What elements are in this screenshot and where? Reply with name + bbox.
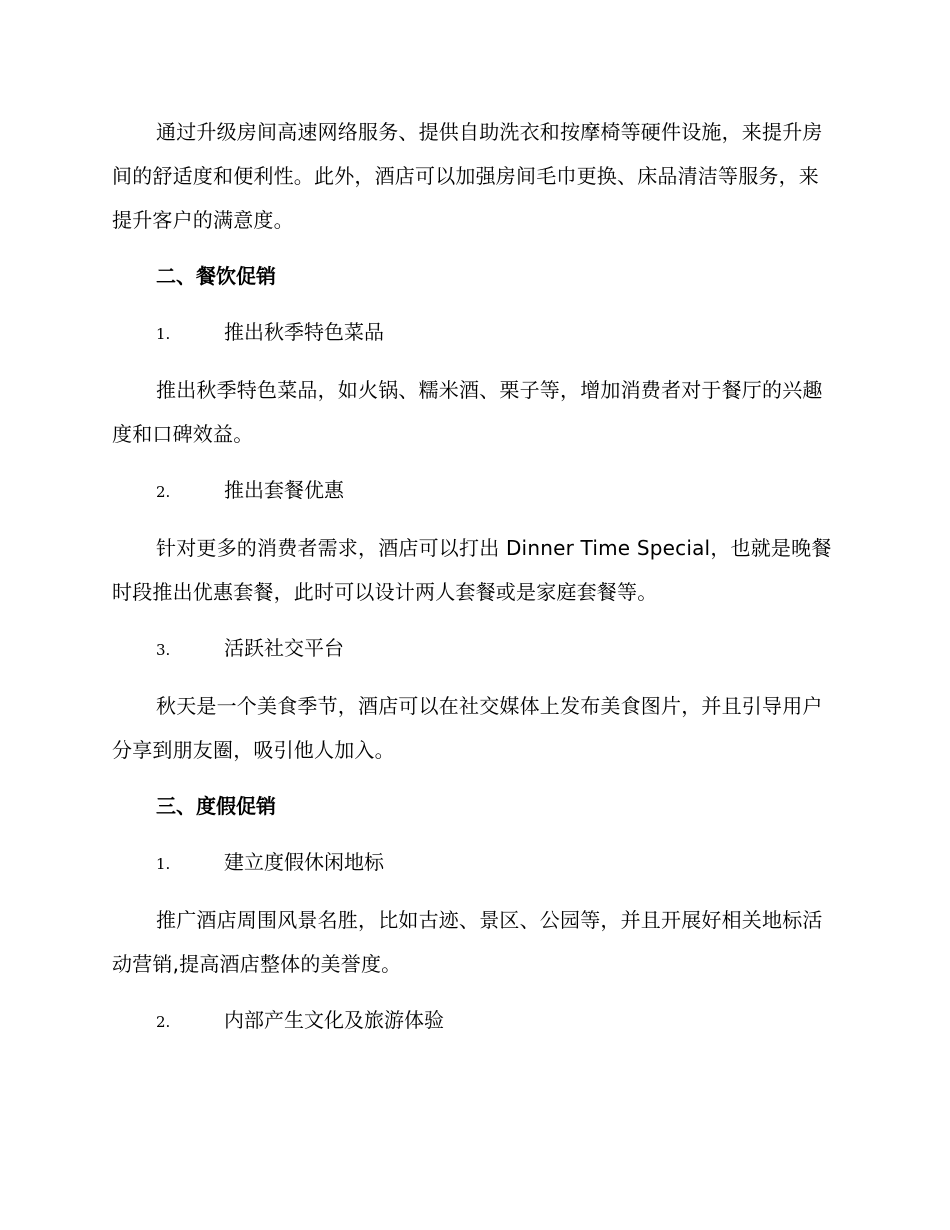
- list-item-label: 建立度假休闲地标: [224, 850, 384, 874]
- list-item-autumn-dishes: [112, 310, 832, 356]
- list-item-label: 内部产生文化及旅游体验: [224, 1008, 444, 1032]
- list-item-social-platform: [112, 626, 832, 672]
- list-item-number: 2.: [156, 483, 171, 501]
- paragraph-autumn-dishes: 推出秋季特色菜品，如火锅、糯米酒、栗子等，增加消费者对于餐厅的兴趣度和口碑效益。: [112, 378, 823, 446]
- list-item-landmark: [112, 840, 832, 886]
- paragraph-set-meal: 针对更多的消费者需求，酒店可以打出 Dinner Time Special，也就是晚餐时段推出优惠套餐，此时可以设计两人套餐或是家庭套餐等。: [112, 536, 832, 604]
- section-heading-vacation: 三、度假促销: [156, 794, 276, 818]
- list-item-label: 推出套餐优惠: [224, 478, 344, 502]
- paragraph-room-upgrade: 通过升级房间高速网络服务、提供自助洗衣和按摩椅等硬件设施，来提升房间的舒适度和便利性。此外，酒店可以加强房间毛巾更换、床品清洁等服务，来提升客户的满意度。: [112, 120, 823, 232]
- section-heading-dining: 二、餐饮促销: [156, 264, 276, 288]
- list-item-number: 1.: [156, 325, 171, 343]
- list-item-number: 3.: [156, 641, 171, 659]
- paragraph-social-platform: 秋天是一个美食季节，酒店可以在社交媒体上发布美食图片，并且引导用户分享到朋友圈，吸引他人加入。: [112, 694, 823, 762]
- list-item-culture-travel: [112, 998, 832, 1044]
- list-item-label: 推出秋季特色菜品: [224, 320, 384, 344]
- paragraph-landmark: 推广酒店周围风景名胜，比如古迹、景区、公园等，并且开展好相关地标活动营销,提高酒店整体的美誉度。: [112, 908, 823, 976]
- list-item-set-meal: [112, 468, 832, 514]
- list-item-label: 活跃社交平台: [224, 636, 344, 660]
- document-body: [112, 110, 832, 1056]
- list-item-number: 2.: [156, 1013, 171, 1031]
- list-item-number: 1.: [156, 855, 171, 873]
